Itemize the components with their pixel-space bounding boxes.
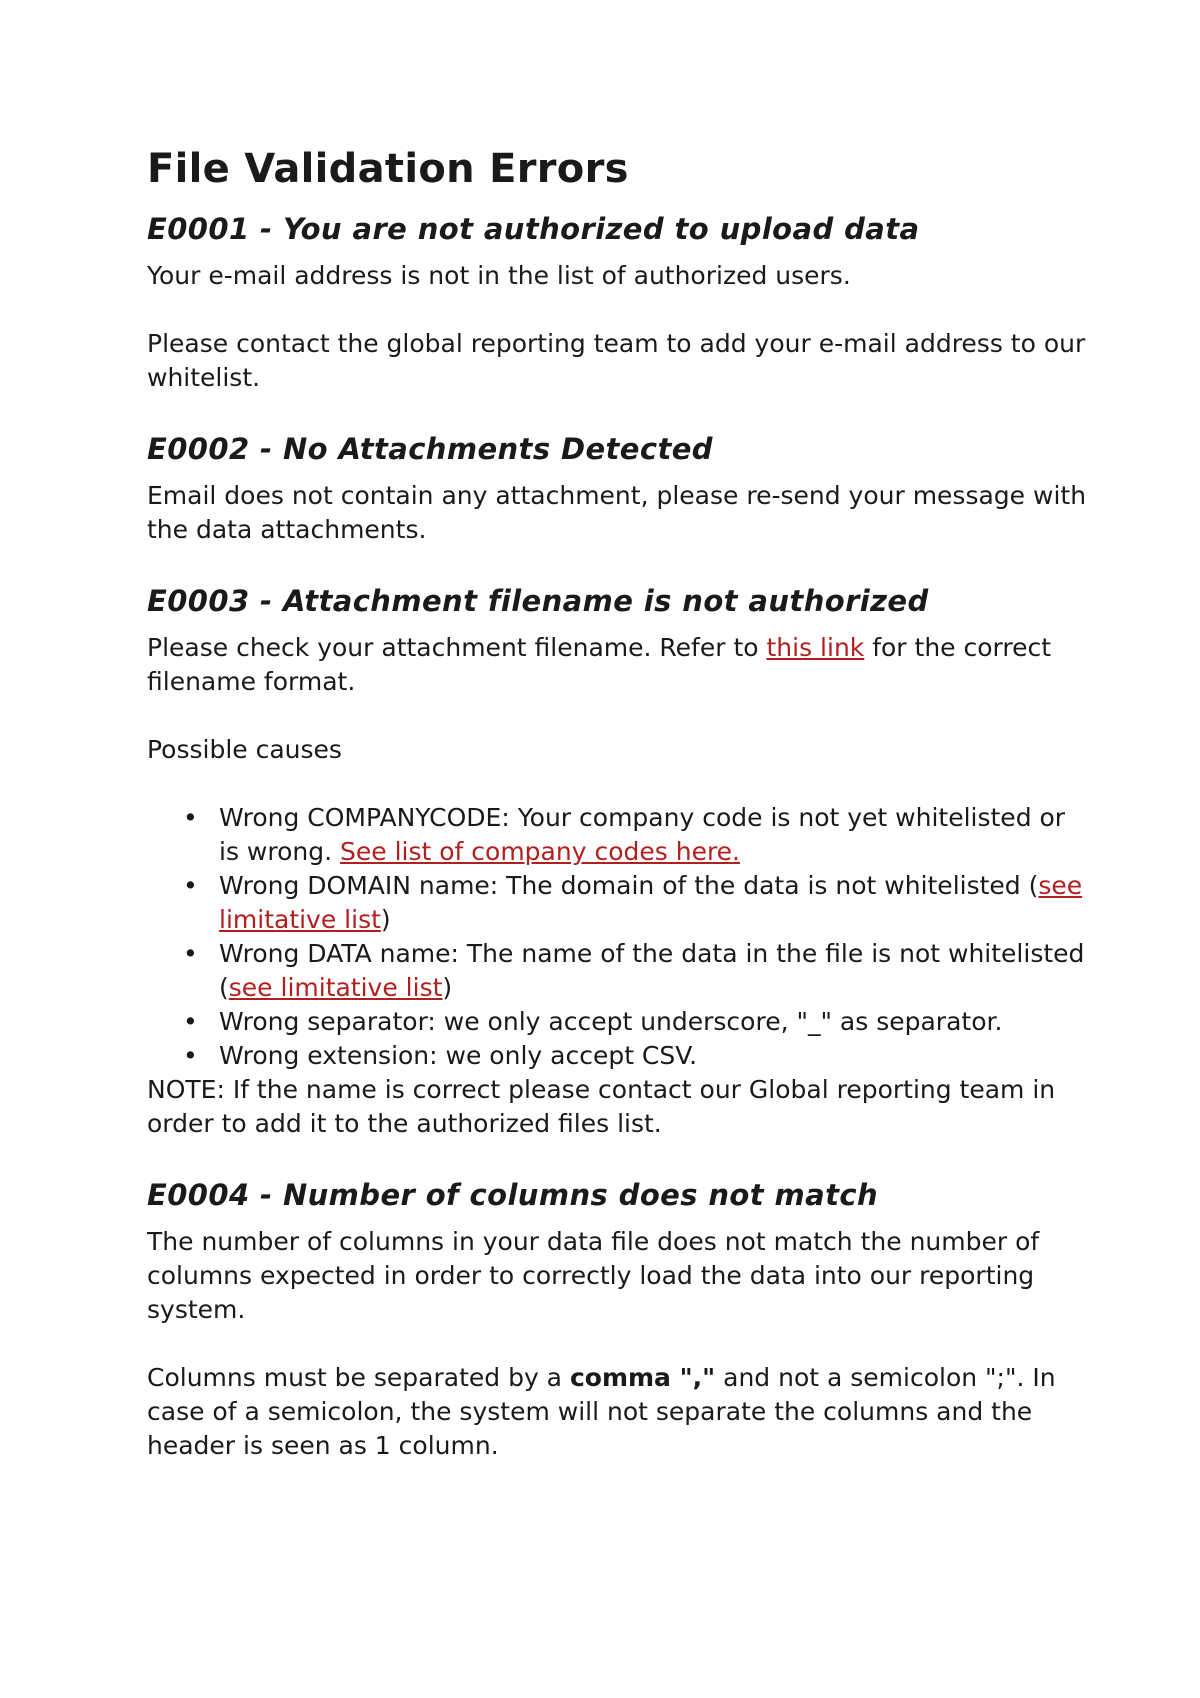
e0003-text-after-link: for the correct filename format.: [147, 633, 1052, 696]
bullet-icon: •: [183, 871, 198, 900]
possible-causes-list: [147, 801, 1090, 1073]
section-e0001: [147, 209, 1090, 395]
e0002-paragraph-1: Email does not contain any attachment, please re-send your message with the data attachments.: [147, 481, 1087, 544]
filename-format-link[interactable]: this link: [766, 633, 865, 662]
bullet-icon: •: [183, 1041, 198, 1070]
cause-text: Wrong DOMAIN name: The domain of the data is not whitelisted (: [219, 871, 1039, 900]
domain-limitative-list-link[interactable]: see limitative list: [219, 871, 1083, 934]
list-item: [183, 869, 1090, 937]
data-limitative-list-link[interactable]: see limitative list: [228, 973, 443, 1002]
e0003-text-before-link: Please check your attachment filename. Refer to: [147, 633, 767, 662]
bullet-icon: •: [183, 803, 198, 832]
cause-text: Wrong DATA name: The name of the data in the file is not whitelisted (: [219, 939, 1085, 1002]
e0004-paragraph-1: The number of columns in your data file does not match the number of columns expected in order to correctly load the data into our reporting system.: [147, 1227, 1040, 1324]
list-item: [183, 801, 1090, 869]
list-item: [183, 1039, 1090, 1073]
list-item: [183, 1005, 1090, 1039]
e0004-paragraph-2: [147, 1361, 1090, 1463]
e0003-note: NOTE: If the name is correct please contact our Global reporting team in order to add it to the authorized files list.: [147, 1075, 1056, 1138]
possible-causes-label: Possible causes: [147, 735, 342, 764]
cause-text-after: ): [442, 973, 453, 1002]
e0004-text-before-bold: Columns must be separated by a: [147, 1363, 570, 1392]
e0004-text-after-bold: and not a semicolon ";". In case of a semicolon, the system will not separate the columns and the header is seen as 1 column.: [147, 1363, 1056, 1460]
comma-emphasis: comma ",": [569, 1363, 716, 1392]
cause-text: Wrong separator: we only accept underscore, "_" as separator.: [219, 1007, 1003, 1036]
e0001-paragraph-1: Your e-mail address is not in the list of authorized users.: [147, 261, 851, 290]
section-e0004: [147, 1175, 1090, 1463]
section-e0003: [147, 581, 1090, 1141]
section-heading-e0003: E0003 - Attachment filename is not authorized: [147, 584, 929, 618]
section-e0002: [147, 429, 1090, 547]
cause-text: Wrong extension: we only accept CSV.: [219, 1041, 698, 1070]
bullet-icon: •: [183, 1007, 198, 1036]
bullet-icon: •: [183, 939, 198, 968]
company-codes-link[interactable]: See list of company codes here.: [340, 837, 740, 866]
section-heading-e0002: E0002 - No Attachments Detected: [147, 432, 713, 466]
section-heading-e0001: E0001 - You are not authorized to upload data: [147, 212, 920, 246]
cause-text: Wrong COMPANYCODE: Your company code is not yet whitelisted or is wrong.: [219, 803, 1066, 866]
list-item: [183, 937, 1090, 1005]
cause-text-after: ): [380, 905, 391, 934]
e0003-paragraph-1: [147, 631, 1090, 699]
page-title: File Validation Errors: [147, 146, 629, 192]
section-heading-e0004: E0004 - Number of columns does not match: [147, 1178, 878, 1212]
e0001-paragraph-2: Please contact the global reporting team to add your e-mail address to our whitelist.: [147, 329, 1086, 392]
